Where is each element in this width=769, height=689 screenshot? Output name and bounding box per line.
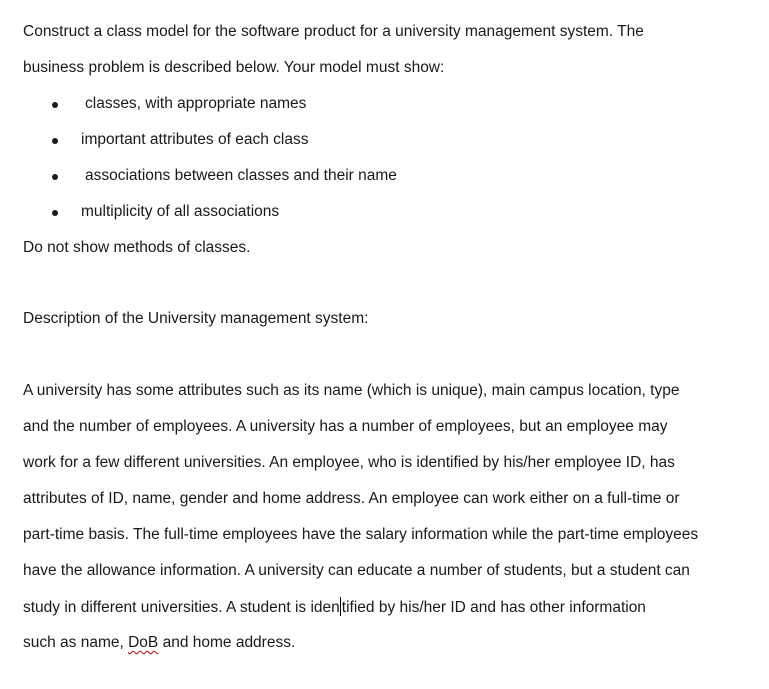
bullet-text: associations between classes and their name: [85, 167, 397, 184]
paragraph-line-3: work for a few different universities. An employee, who is identified by his/her employee ID, has: [23, 454, 675, 471]
bullet-icon: [52, 174, 58, 180]
line8-text-before: such as name,: [23, 634, 129, 651]
bullet-icon: [52, 138, 58, 144]
paragraph-line-6: have the allowance information. A university can educate a number of students, but a student can: [23, 562, 690, 579]
intro-line-2: business problem is described below. Your model must show:: [23, 59, 445, 76]
bullet-icon: [52, 210, 58, 216]
paragraph-line-4: attributes of ID, name, gender and home address. An employee can work either on a full-time or: [23, 490, 680, 507]
bullet-text: important attributes of each class: [81, 131, 309, 148]
paragraph-line-8: [23, 633, 295, 653]
paragraph-line-5: part-time basis. The full-time employees have the salary information while the part-time employees: [23, 526, 699, 543]
intro-line-1: Construct a class model for the software product for a university management system. The: [23, 23, 644, 40]
line8-text-after: and home address.: [158, 634, 296, 651]
paragraph-line-7: [23, 597, 646, 618]
line7-text-before-cursor: study in different universities. A student is iden: [23, 599, 340, 616]
paragraph-line-1: A university has some attributes such as its name (which is unique), main campus location, type: [23, 382, 680, 399]
description-heading: Description of the University management system:: [23, 310, 369, 327]
bullet-icon: [52, 102, 58, 108]
paragraph-line-2: and the number of employees. A university has a number of employees, but an employee may: [23, 418, 668, 435]
bullet-text: multiplicity of all associations: [81, 203, 280, 220]
bullet-text: classes, with appropriate names: [85, 95, 307, 112]
note-line: Do not show methods of classes.: [23, 239, 251, 256]
line7-text-after-cursor: tified by his/her ID and has other information: [341, 599, 646, 616]
spellcheck-flagged-word[interactable]: DoB: [128, 634, 159, 651]
